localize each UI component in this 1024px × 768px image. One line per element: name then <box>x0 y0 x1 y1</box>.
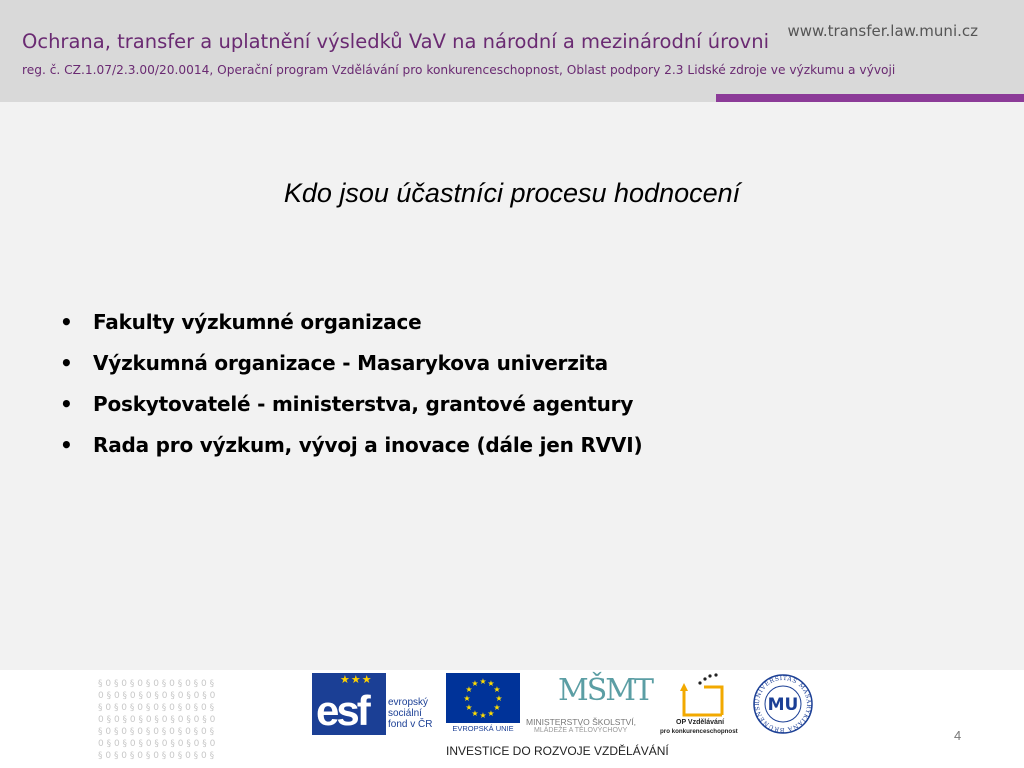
svg-text:0 § 0 § 0 § 0 § 0 § 0 § 0 § 0: 0 § 0 § 0 § 0 § 0 § 0 § 0 § 0 <box>98 715 216 725</box>
bullet-text: Fakulty výzkumné organizace <box>93 310 422 334</box>
bullet-text: Rada pro výzkum, vývoj a inovace (dále jen RVVI) <box>93 433 643 457</box>
bullet-icon: • <box>60 392 73 416</box>
bullet-icon: • <box>60 433 73 457</box>
svg-text:★: ★ <box>487 679 495 688</box>
footer <box>0 670 1024 768</box>
esf-mark: esf <box>316 687 368 734</box>
header-title: Ochrana, transfer a uplatnění výsledků VaV na národní a mezinárodní úrovni <box>22 30 769 53</box>
eu-label: EVROPSKÁ UNIE <box>452 724 514 733</box>
svg-text:★: ★ <box>493 703 501 712</box>
esf-logo-box <box>312 673 386 735</box>
bullet-text: Poskytovatelé - ministerstva, grantové agentury <box>93 392 634 416</box>
eu-flag-icon <box>446 673 520 723</box>
msmt-line-1: MINISTERSTVO ŠKOLSTVÍ, <box>526 717 637 727</box>
svg-text:★: ★ <box>495 694 503 703</box>
header-url[interactable]: www.transfer.law.muni.cz <box>787 22 978 40</box>
bullet-item <box>60 433 642 474</box>
op-arrow-icon <box>660 673 746 719</box>
svg-text:§ 0 § 0 § 0 § 0 § 0 § 0 § 0 §: § 0 § 0 § 0 § 0 § 0 § 0 § 0 § <box>98 679 215 689</box>
op-line-1: OP Vzdělávání <box>676 719 725 726</box>
svg-text:★: ★ <box>493 685 501 694</box>
svg-text:★: ★ <box>479 711 487 720</box>
esf-logo <box>312 673 440 735</box>
mu-seal <box>752 673 814 735</box>
slide-content <box>0 102 1024 670</box>
investice-tagline: INVESTICE DO ROZVOJE VZDĚLÁVÁNÍ <box>446 744 669 758</box>
svg-text:★: ★ <box>471 709 479 718</box>
bullet-list <box>60 310 642 474</box>
msmt-line-2: MLÁDEŽE A TĚLOVÝCHOVY <box>534 727 628 734</box>
mu-ring-text: UNIVERSITAS MASARYKIANA BRUNENSI <box>753 674 813 734</box>
slide-title: Kdo jsou účastníci procesu hodnocení <box>283 178 741 208</box>
bullet-item <box>60 392 642 433</box>
svg-text:§ 0 § 0 § 0 § 0 § 0 § 0 § 0 §: § 0 § 0 § 0 § 0 § 0 § 0 § 0 § <box>98 751 215 761</box>
paragraph-pattern-icon <box>98 676 258 764</box>
svg-text:★: ★ <box>471 679 479 688</box>
mu-mark: MU <box>767 695 799 715</box>
op-logo <box>660 673 746 735</box>
svg-text:★: ★ <box>465 703 473 712</box>
header-banner <box>0 0 1024 102</box>
svg-text:§ 0 § 0 § 0 § 0 § 0 § 0 § 0 §: § 0 § 0 § 0 § 0 § 0 § 0 § 0 § <box>98 703 215 713</box>
esf-stars-icon: ★★★ <box>340 674 373 686</box>
svg-text:★: ★ <box>487 709 495 718</box>
mu-seal-icon <box>752 673 814 735</box>
bullet-item <box>60 310 642 351</box>
svg-text:★: ★ <box>479 677 487 686</box>
msmt-logo <box>524 673 654 735</box>
svg-text:§ 0 § 0 § 0 § 0 § 0 § 0 § 0 §: § 0 § 0 § 0 § 0 § 0 § 0 § 0 § <box>98 727 215 737</box>
esf-text <box>388 697 432 730</box>
bullet-text: Výzkumná organizace - Masarykova univerzita <box>93 351 608 375</box>
esf-line-2: sociální <box>388 708 422 719</box>
bullet-icon: • <box>60 351 73 375</box>
svg-text:★: ★ <box>465 685 473 694</box>
bullet-icon: • <box>60 310 73 334</box>
op-line-2: pro konkurenceschopnost <box>660 728 738 735</box>
esf-line-1: evropský <box>388 697 429 708</box>
svg-text:★: ★ <box>463 694 471 703</box>
esf-line-3: fond v ČR <box>388 719 433 730</box>
svg-text:0 § 0 § 0 § 0 § 0 § 0 § 0 § 0: 0 § 0 § 0 § 0 § 0 § 0 § 0 § 0 <box>98 691 216 701</box>
header-subtitle: reg. č. CZ.1.07/2.3.00/20.0014, Operační program Vzdělávání pro konkurenceschopnost, Oblast podpory 2.3 Lidské zdroje ve výzkumu a vývoji <box>22 63 896 77</box>
svg-text:0 § 0 § 0 § 0 § 0 § 0 § 0 § 0: 0 § 0 § 0 § 0 § 0 § 0 § 0 § 0 <box>98 739 216 749</box>
bullet-item <box>60 351 642 392</box>
msmt-mark: MŠMT <box>558 673 652 708</box>
page-number: 4 <box>954 728 962 743</box>
eu-logo <box>446 673 520 735</box>
